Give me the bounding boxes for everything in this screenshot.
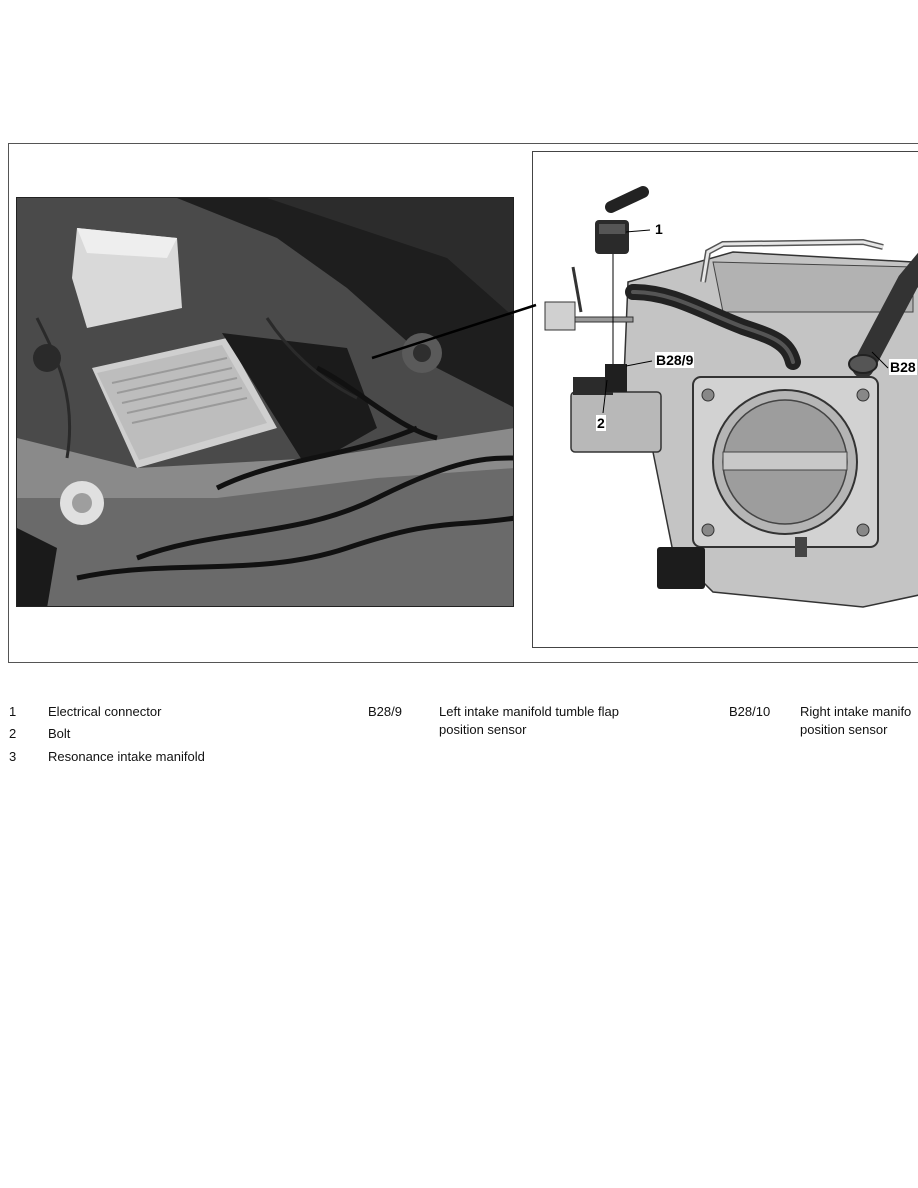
- legend-text-right-tumble-flap-line1: Right intake manifo: [800, 704, 912, 719]
- legend-num-2: 2: [9, 726, 17, 741]
- legend-text-bolt: Bolt: [48, 726, 71, 741]
- legend-code-b28-10: B28/10: [729, 704, 771, 719]
- legend-num-3: 3: [9, 749, 17, 764]
- legend-text-left-tumble-flap-line2: position sensor: [439, 722, 527, 737]
- detail-drawing: [532, 151, 918, 648]
- engine-compartment-photo: [16, 197, 514, 607]
- callout-1: 1: [655, 221, 663, 237]
- callout-b28-9: B28/9: [656, 352, 694, 368]
- legend-text-electrical-connector: Electrical connector: [48, 704, 162, 719]
- legend-text-right-tumble-flap-line2: position sensor: [800, 722, 888, 737]
- legend-num-1: 1: [9, 704, 17, 719]
- callout-b28-10: B28: [890, 359, 916, 375]
- legend-text-left-tumble-flap-line1: Left intake manifold tumble flap: [439, 704, 619, 719]
- callout-2: 2: [597, 415, 605, 431]
- legend-text-resonance-intake-manifold: Resonance intake manifold: [48, 749, 205, 764]
- legend-code-b28-9: B28/9: [368, 704, 402, 719]
